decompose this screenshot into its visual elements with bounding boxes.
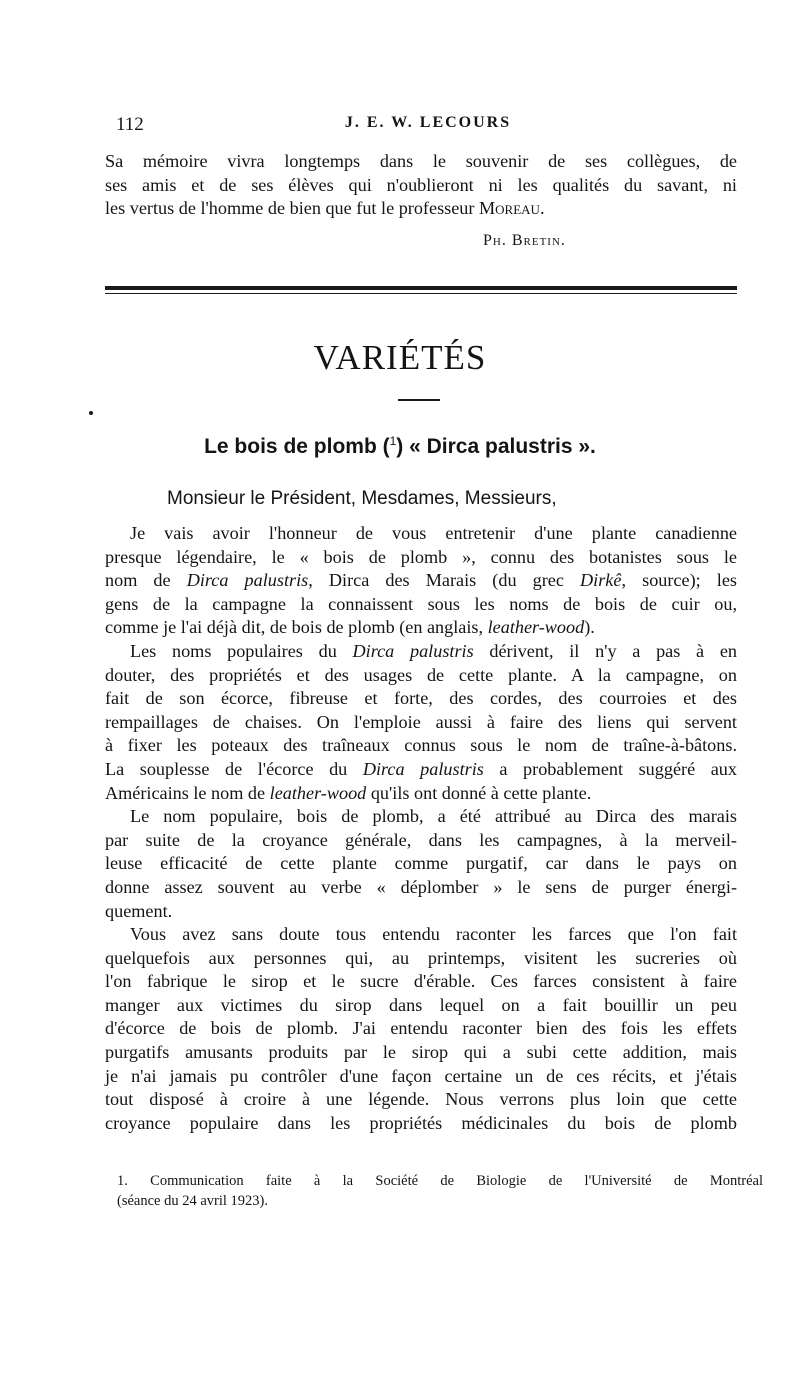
article-body bbox=[105, 522, 737, 1135]
section-divider bbox=[105, 286, 737, 290]
footnote-line: (séance du 24 avril 1923). bbox=[117, 1193, 268, 1209]
text-line: donne assez souvent au verbe « déplomber » le sens de purger énergi- bbox=[105, 876, 737, 897]
text-line: rempaillages de chaises. On l'emploie aussi à faire des liens qui servent bbox=[105, 711, 737, 732]
text-line: par suite de la croyance générale, dans les campagnes, à la merveil- bbox=[105, 829, 737, 850]
salutation: Monsieur le Président, Mesdames, Messieurs, bbox=[167, 488, 557, 509]
intro-paragraph bbox=[105, 150, 737, 221]
section-divider-thin bbox=[105, 293, 737, 294]
running-head bbox=[116, 114, 740, 138]
running-title: J. E. W. LECOURS bbox=[344, 114, 512, 131]
stray-mark bbox=[89, 411, 93, 415]
text-line: tout disposé à croire à une légende. Nous verrons plus loin que cette bbox=[105, 1089, 737, 1110]
text-line: Américains le nom de leather-wood qu'ils ont donné à cette plante. bbox=[105, 782, 592, 803]
text-line: l'on fabrique le sirop et le sucre d'érable. Ces farces consistent à faire bbox=[105, 971, 737, 992]
footnote-reference: 1 bbox=[389, 434, 397, 448]
text-line: manger aux victimes du sirop dans lequel on a fait bouillir un peu bbox=[105, 994, 737, 1015]
text-line: douter, des propriétés et des usages de cette plante. A la campagne, on bbox=[105, 664, 737, 685]
text-line: les vertus de l'homme de bien que fut le professeur Moreau. bbox=[105, 198, 545, 219]
text-line: ses amis et de ses élèves qui n'oublieront ni les qualités du savant, ni bbox=[105, 174, 737, 195]
text-line: d'écorce de bois de plomb. J'ai entendu raconter bien des fois les effets bbox=[105, 1018, 737, 1039]
text-line: purgatifs amusants produits par le sirop qui a subi cette addition, mais bbox=[105, 1042, 737, 1063]
text-line: comme je l'ai déjà dit, de bois de plomb (en anglais, leather-wood). bbox=[105, 617, 595, 638]
text-line: croyance populaire dans les propriétés médicinales du bois de plomb bbox=[105, 1112, 737, 1133]
text-line: Je vais avoir l'honneur de vous entretenir d'une plante canadienne bbox=[130, 523, 737, 543]
footnote bbox=[117, 1171, 763, 1211]
footnote-line: 1. Communication faite à la Société de Biologie de l'Université de Montréal bbox=[117, 1173, 763, 1189]
text-line: nom de Dirca palustris, Dirca des Marais (du grec Dirkê, source); les bbox=[105, 570, 737, 591]
text-line: leuse efficacité de cette plante comme purgatif, car dans le pays on bbox=[105, 853, 737, 874]
text-line: à fixer les poteaux des traîneaux connus sous le nom de traîne-à-bâtons. bbox=[105, 735, 737, 756]
article-title: Le bois de plomb ($^1$) « Dirca palustris ». bbox=[204, 434, 596, 458]
page-number: 112 bbox=[116, 114, 144, 135]
signature: Ph. Bretin. bbox=[483, 232, 566, 249]
text-line: Les noms populaires du Dirca palustris dérivent, il n'y a pas à en bbox=[130, 640, 737, 661]
text-line: Sa mémoire vivra longtemps dans le souvenir de ses collègues, de bbox=[105, 151, 737, 171]
article-title-main: Le bois de plomb bbox=[204, 435, 377, 458]
text-line: quelquefois aux personnes qui, au printemps, visitent les sucreries où bbox=[105, 947, 737, 968]
text-line: presque légendaire, le « bois de plomb », connu des botanistes sous le bbox=[105, 546, 737, 567]
text-line: La souplesse de l'écorce du Dirca palustris a probablement suggéré aux bbox=[105, 758, 737, 779]
text-line: Vous avez sans doute tous entendu raconter les farces que l'on fait bbox=[130, 924, 737, 945]
text-line: gens de la campagne la connaissent sous les noms de bois de cuir ou, bbox=[105, 593, 737, 614]
section-title: VARIÉTÉS bbox=[313, 338, 487, 377]
article-title-species: « Dirca palustris ». bbox=[409, 435, 596, 458]
text-line: quement. bbox=[105, 900, 173, 921]
title-underline bbox=[398, 399, 440, 401]
text-line: fait de son écorce, fibreuse et forte, des cordes, des courroies et des bbox=[105, 688, 737, 709]
text-line: je n'ai jamais pu contrôler d'une façon certaine un de ces récits, et j'étais bbox=[105, 1065, 737, 1086]
text-line: Le nom populaire, bois de plomb, a été attribué au Dirca des marais bbox=[130, 806, 737, 827]
